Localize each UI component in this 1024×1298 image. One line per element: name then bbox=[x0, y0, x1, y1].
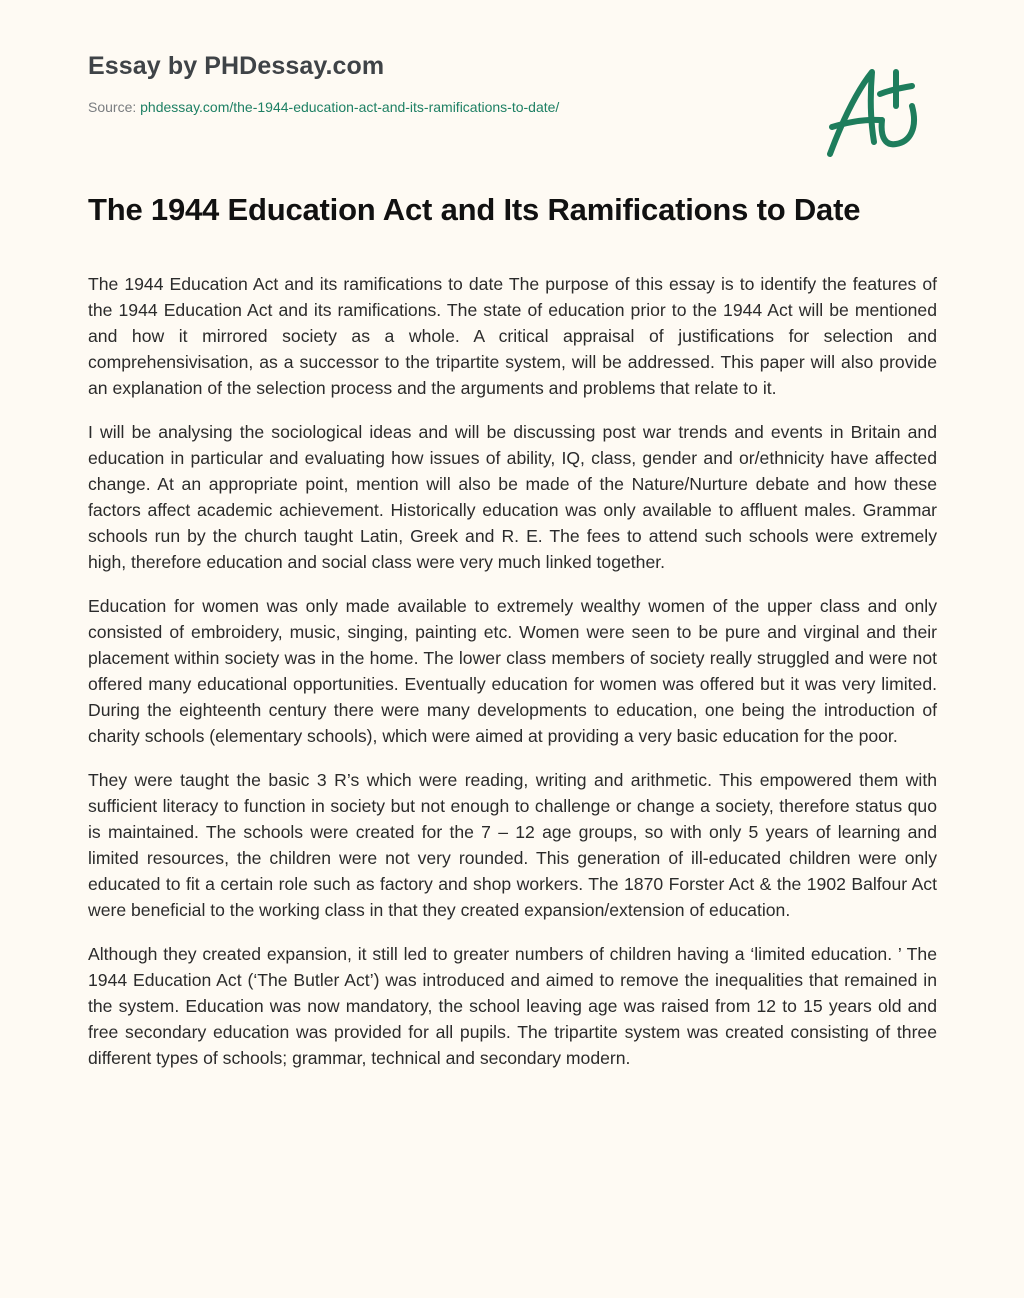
site-header bbox=[88, 50, 788, 116]
article-paragraph: The 1944 Education Act and its ramifications to date The purpose of this essay is to identify the features of the 1944 Education Act and its ramifications. The state of education prior to the 1944 Act will be mentioned and how it mirrored society as a whole. A critical appraisal of justifications for selection and comprehensivisation, as a successor to the tripartite system, will be addressed. This paper will also provide an explanation of the selection process and the arguments and problems that relate to it. bbox=[88, 274, 937, 398]
site-brand: Essay by PHDessay.com bbox=[88, 52, 385, 80]
article-paragraph: I will be analysing the sociological ideas and will be discussing post war trends and events in Britain and education in particular and evaluating how issues of ability, IQ, class, gender and or/ethnicity have affected change. At an appropriate point, mention will also be made of the Nature/Nurture debate and how these factors affect academic achievement. Historically education was only available to affluent males. Grammar schools run by the church taught Latin, Greek and R. E. The fees to attend such schools were extremely high, therefore education and social class were very much linked together. bbox=[88, 422, 937, 572]
article-title: The 1944 Education Act and Its Ramifications to Date bbox=[88, 192, 861, 227]
source-link[interactable]: phdessay.com/the-1944-education-act-and-its-ramifications-to-date/ bbox=[140, 99, 560, 115]
a-plus-grade-icon bbox=[820, 62, 932, 162]
source-label: Source: bbox=[88, 99, 141, 115]
source-line bbox=[88, 98, 788, 116]
article-paragraph: They were taught the basic 3 R’s which were reading, writing and arithmetic. This empowered them with sufficient literacy to function in society but not enough to challenge or change a society, therefore status quo is maintained. The schools were created for the 7 – 12 age groups, so with only 5 years of learning and limited resources, the children were not very rounded. This generation of ill-educated children were only educated to fit a certain role such as factory and shop workers. The 1870 Forster Act & the 1902 Balfour Act were beneficial to the working class in that they created expansion/extension of education. bbox=[88, 770, 937, 920]
article-paragraph: Education for women was only made available to extremely wealthy women of the upper class and only consisted of embroidery, music, singing, painting etc. Women were seen to be pure and virginal and their placement within society was in the home. The lower class members of society really struggled and were not offered many educational opportunities. Eventually education for women was offered but it was very limited. During the eighteenth century there were many developments to education, one being the introduction of charity schools (elementary schools), which were aimed at providing a very basic education for the poor. bbox=[88, 596, 937, 746]
article-body bbox=[88, 271, 937, 1089]
article-paragraph: Although they created expansion, it still led to greater numbers of children having a ‘limited education. ’ The 1944 Education Act (‘The Butler Act’) was introduced and aimed to remove the inequalities that remained in the system. Education was now mandatory, the school leaving age was raised from 12 to 15 years old and free secondary education was provided for all pupils. The tripartite system was created consisting of three different types of schools; grammar, technical and secondary modern. bbox=[88, 944, 937, 1068]
